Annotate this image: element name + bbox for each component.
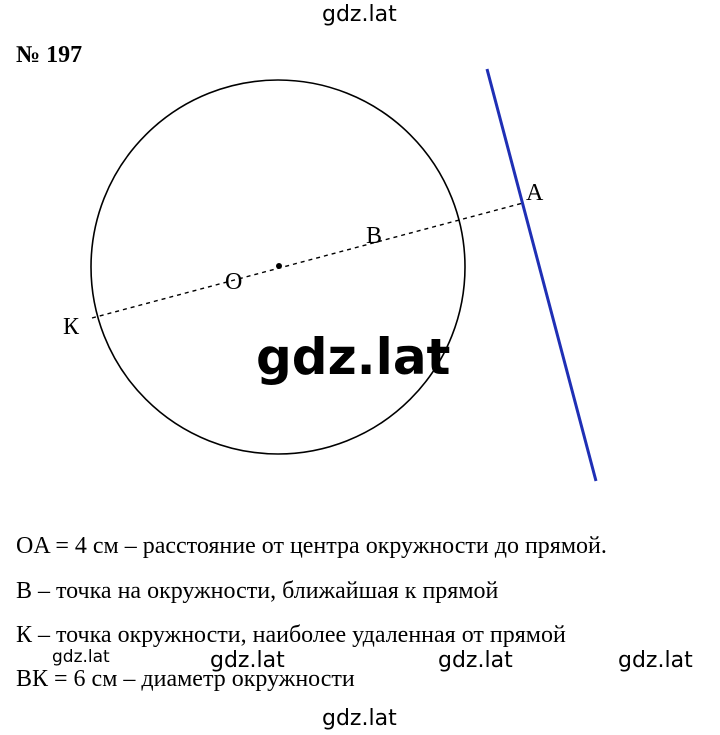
watermark-bottom: gdz.lat — [322, 706, 397, 731]
center-point — [276, 263, 282, 269]
watermark-top: gdz.lat — [322, 2, 397, 27]
problem-number: № 197 — [16, 42, 83, 68]
watermark-row-4: gdz.lat — [618, 648, 693, 673]
label-b: B — [366, 223, 383, 249]
watermark-row-3: gdz.lat — [438, 648, 513, 673]
watermark-row-1: gdz.lat — [52, 647, 110, 667]
solution-line-4: ВК = 6 см – диаметр окружности — [16, 666, 355, 692]
segment-ka — [92, 203, 523, 318]
solution-line-1: OA = 4 см – расстояние от центра окружности до прямой. — [16, 533, 607, 559]
solution-line-2: B – точка на окружности, ближайшая к прямой — [16, 578, 499, 604]
label-o: O — [225, 269, 243, 295]
tangent-line — [487, 69, 596, 481]
label-a: A — [526, 180, 544, 206]
watermark-row-2: gdz.lat — [210, 648, 285, 673]
label-k: К — [63, 314, 80, 340]
solution-line-3: К – точка окружности, наиболее удаленная от прямой — [16, 622, 566, 648]
watermark-center: gdz.lat — [256, 328, 451, 386]
